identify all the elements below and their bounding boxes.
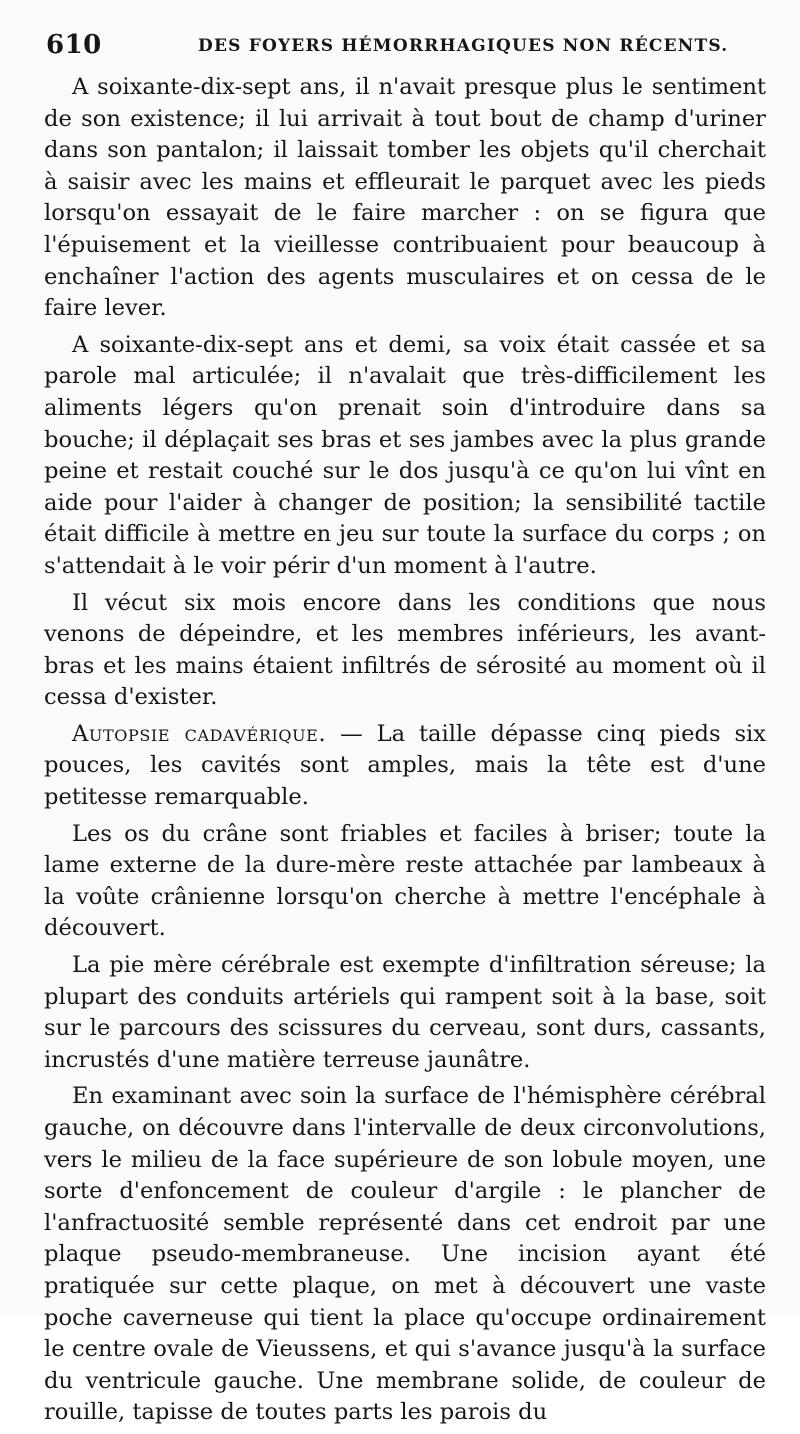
running-title: DES FOYERS HÉMORRHAGIQUES NON RÉCENTS. [198,36,729,56]
autopsy-label: Autopsie cadavérique. [72,720,327,747]
body-text [44,72,766,1434]
running-head [46,30,766,66]
page-number: 610 [46,30,102,60]
paragraph-hemisphere: En examinant avec soin la surface de l'hémisphère cérébral gauche, on découvre dans l'intervalle de deux circonvolutions, vers le milieu de la face supérieure de son lobule moyen, une sorte d'enfoncement de couleur d'argile : le plancher de l'anfractuosité semble représenté dans cet endroit par une plaque pseudo-membraneuse. Une incision ayant été pratiquée sur cette plaque, on met à découvert une vaste poche caverneuse qui tient la place qu'occupe ordinairement le centre ovale de Vieussens, et qui s'avance jusqu'à la surface du ventricule gauche. Une membrane solide, de couleur de rouille, tapisse de toutes parts les parois du [44,1083,766,1426]
paragraph-six-months: Il vécut six mois encore dans les conditions que nous venons de dépeindre, et les membres inférieurs, les avant-bras et les mains étaient infiltrés de sérosité au moment où il cessa d'exister. [44,589,766,711]
paragraph-skull: Les os du crâne sont friables et faciles à briser; toute la lame externe de la dure-mère reste attachée par lambeaux à la voûte crânienne lorsqu'on cherche à mettre l'encéphale à découvert. [44,820,766,942]
paragraph-autopsy [44,719,766,814]
paragraph-age-77-half: A soixante-dix-sept ans et demi, sa voix était cassée et sa parole mal articulée; il n'avalait que très-difficilement les aliments légers qu'on prenait soin d'introduire dans sa bouche; il déplaçait ses bras et ses jambes avec la plus grande peine et restait couché sur le dos jusqu'à ce qu'on lui vînt en aide pour l'aider à changer de position; la sensibilité tactile était difficile à mettre en jeu sur toute la surface du corps ; on s'attendait à le voir périr d'un moment à l'autre. [44,331,766,579]
paragraph-age-77: A soixante-dix-sept ans, il n'avait presque plus le sentiment de son existence; il lui arrivait à tout bout de champ d'uriner dans son pantalon; il laissait tomber les objets qu'il cherchait à saisir avec les mains et effleurait le parquet avec les pieds lorsqu'on essayait de le faire marcher : on se figura que l'épuisement et la vieillesse contribuaient pour beaucoup à enchaîner l'action des agents musculaires et on cessa de le faire lever. [44,74,766,322]
autopsy-text: — La taille dépasse cinq pieds six pouces, les cavités sont amples, mais la tête est d'une petitesse remarquable. [44,720,767,811]
paragraph-pia-mater: La pie mère cérébrale est exempte d'infiltration séreuse; la plupart des conduits artériels qui rampent soit à la base, soit sur le parcours des scissures du cerveau, sont durs, cassants, incrustés d'une matière terreuse jaunâtre. [44,952,766,1073]
